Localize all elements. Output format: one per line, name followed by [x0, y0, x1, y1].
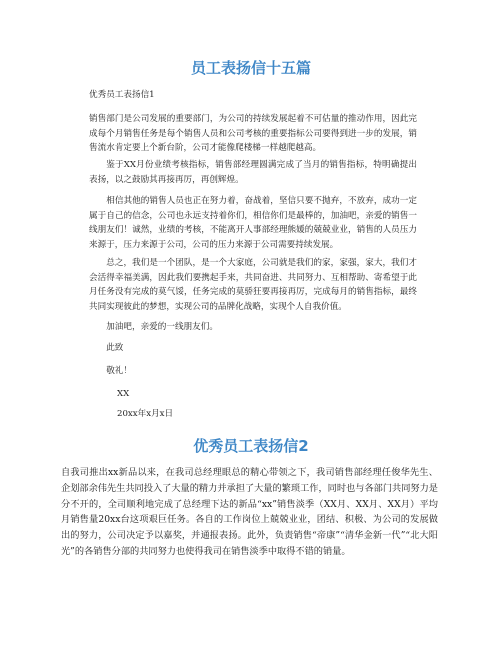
letter-1-signature: XX — [117, 389, 130, 399]
letter-2-paragraph: 自我司推出xx新品以来，在我司总经理眼总的精心带领之下，我司销售部经理任俊华先生、企划部余伟先生共同投入了大量的精力并承担了大量的繁琐工作，同时也与各部门共同努力是分不开的，全司顺利地完成了总经理下达的新品“xx”销售淡季（XX月、XX月、XX月）平均月销售量20xx台这项艰巨任务。各自的工作岗位上兢兢业业，团结、积极、为公司的发展做出的努力，公司决定予以嘉奖，并通报表扬。此外，负责销售“帝康”“清华金新一代”“北大阳光”的各销售分部的共同努力也使得我司在销售淡季中取得不错的销量。 — [61, 467, 438, 557]
letter-1-paragraph-4: 总之，我们是一个团队，是一个大家庭，公司就是我们的家，家强，家大，我们才会活得幸福美满，因此我们要携起手来，共同奋进、共同努力、互相帮助、寄希望于此月任务没有完成的莫气馁，任务完成的莫骄狂要再接再厉，完成每月的销售指标，最终共同实现彼此的梦想，实现公司的品牌化战略，实现个人自我价值。 — [89, 258, 417, 312]
document-title: 员工表扬信十五篇 — [190, 59, 311, 77]
letter-1-date: 20xx年x月x日 — [117, 409, 174, 419]
letter-1-paragraph-3: 相信其他的销售人员也正在努力着，奋战着，坚信只要不抛弃，不放弃，成功一定属于自己的信念，公司也永远支持着你们，相信你们是最棒的，加油吧，亲爱的销售一线朋友们！诚然，业绩的考核，不能离开人事部经理熊媛的兢兢业业，销售的人员压力来源于，压力来源于公司，公司的压力来源于公司需要持续发展。 — [89, 196, 417, 250]
letter-1-regards: 敬礼！ — [106, 366, 132, 376]
letter-1-closing-line: 加油吧，亲爱的一线朋友们。 — [106, 322, 218, 332]
letter-1-paragraph-1: 销售部门是公司发展的重要部门，为公司的持续发展起着不可估量的推动作用，因此完成每个月销售任务是每个销售人员和公司考核的重要指标公司要得到进一步的发展，销售流水肯定要上个新台阶，公司才能像爬楼梯一样越爬越高。 — [89, 114, 417, 153]
letter-1-salutation: 此致 — [106, 343, 124, 353]
letter-1-paragraph-2: 鉴于XX月份业绩考核指标，销售部经理圆满完成了当月的销售指标，特明确提出表扬，以之鼓励其再接再厉，再创辉煌。 — [89, 160, 417, 185]
letter-1-heading: 优秀员工表扬信1 — [89, 90, 155, 100]
section-2-title: 优秀员工表扬信2 — [193, 437, 309, 455]
